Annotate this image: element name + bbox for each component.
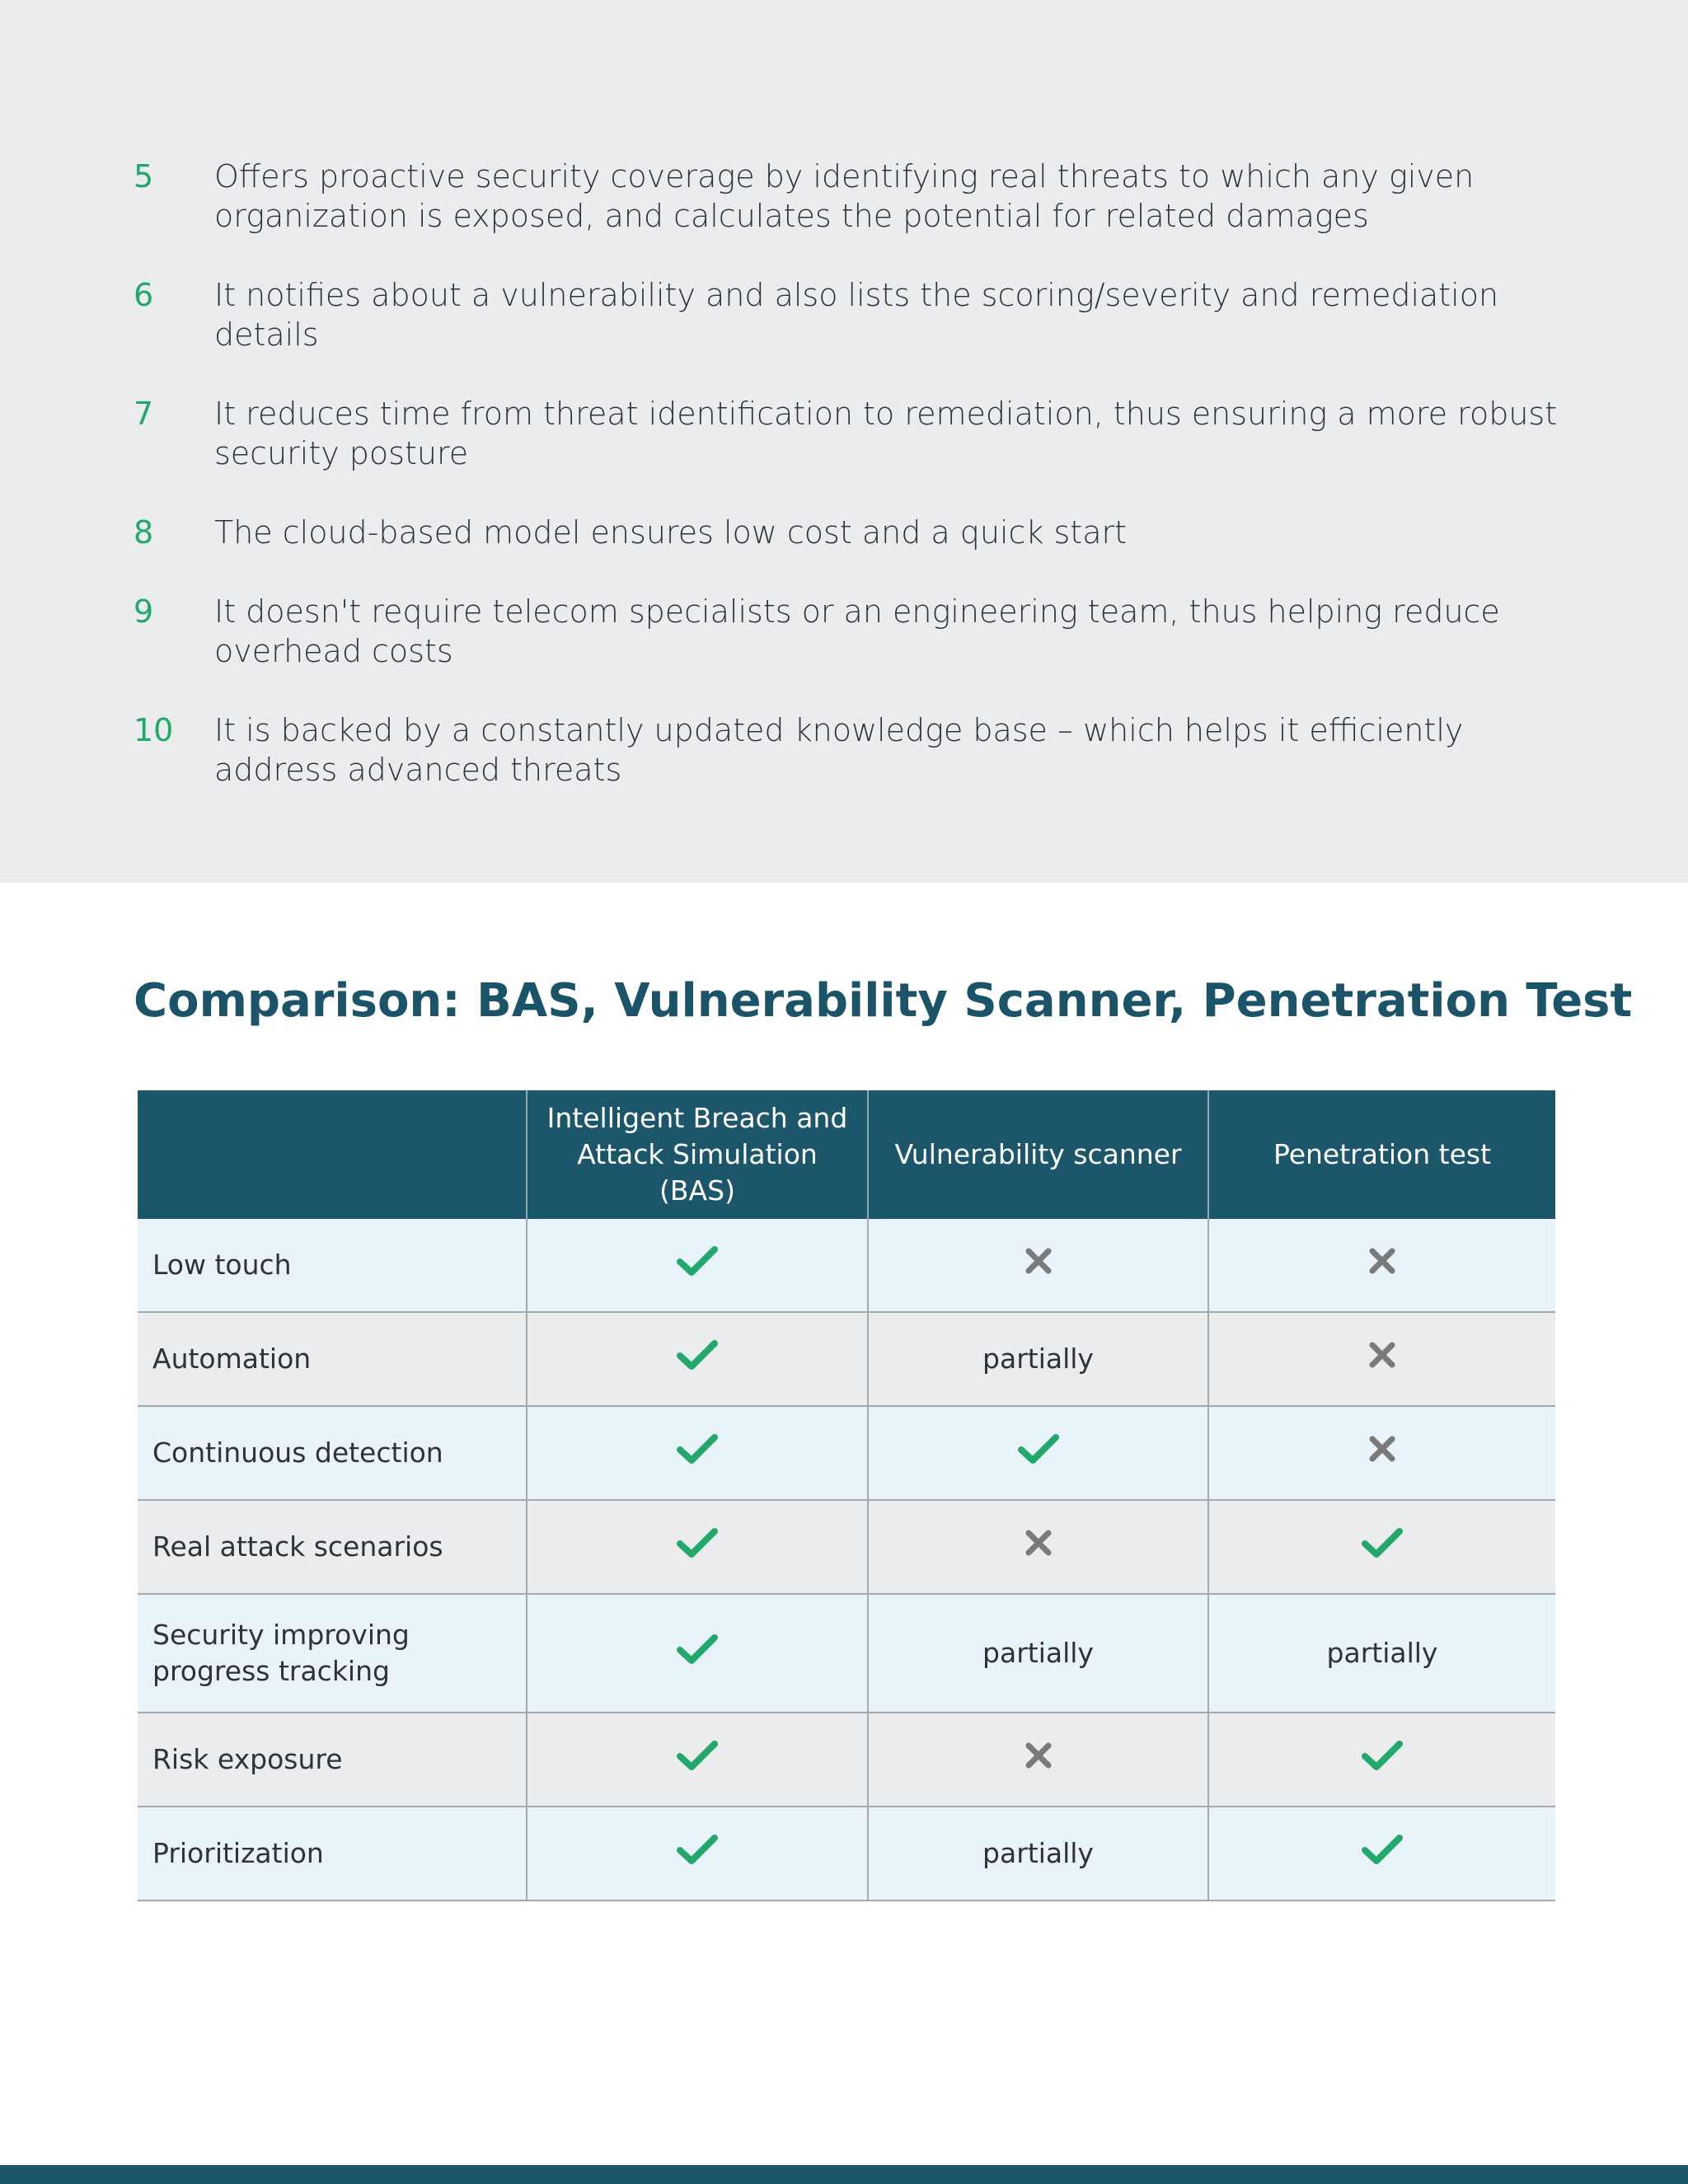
check-icon [675, 1739, 720, 1781]
list-number: 6 [134, 277, 154, 313]
pentest-cell [1208, 1500, 1555, 1594]
cross-icon [1360, 1244, 1404, 1286]
table-row [138, 1807, 1555, 1900]
row-label: Prioritization [138, 1807, 527, 1900]
row-label: Risk exposure [138, 1713, 527, 1807]
bas-cell [527, 1500, 868, 1594]
row-label: Real attack scenarios [138, 1500, 527, 1594]
table-header-row [138, 1090, 1555, 1219]
pentest-cell [1208, 1219, 1555, 1312]
footer-bar [0, 2165, 1688, 2184]
scanner-cell [868, 1713, 1208, 1807]
check-icon [675, 1526, 720, 1568]
pentest-cell [1208, 1312, 1555, 1406]
list-number: 10 [134, 712, 174, 748]
pentest-cell [1208, 1713, 1555, 1807]
row-label: Continuous detection [138, 1406, 527, 1500]
comparison-title: Comparison: BAS, Vulnerability Scanner, Penetration Test [134, 974, 1633, 1028]
list-text: The cloud-based model ensures low cost and a quick start [214, 514, 1128, 551]
cross-icon [1016, 1526, 1061, 1568]
table-row [138, 1219, 1555, 1312]
cross-icon [1360, 1432, 1404, 1474]
list-number: 7 [134, 396, 154, 432]
scanner-cell [868, 1312, 1208, 1406]
partial-text: partially [1326, 1637, 1438, 1669]
check-icon [1360, 1833, 1404, 1875]
list-item [0, 394, 1688, 473]
row-label: Automation [138, 1312, 527, 1406]
table-row [138, 1312, 1555, 1406]
check-icon [675, 1833, 720, 1875]
list-item [0, 513, 1688, 552]
scanner-cell [868, 1406, 1208, 1500]
pentest-cell [1208, 1807, 1555, 1900]
check-icon [675, 1338, 720, 1380]
list-number: 5 [134, 158, 154, 194]
list-text: Offers proactive security coverage by identifying real threats to which any given organization is exposed, and calculates the potential for related damages [214, 158, 1475, 234]
list-text: It doesn't require telecom specialists or an engineering team, thus helping reduce overhead costs [214, 593, 1500, 669]
header-cell-bas: Intelligent Breach and Attack Simulation (BAS) [527, 1090, 868, 1219]
list-text: It is backed by a constantly updated knowledge base – which helps it efficiently address advanced threats [214, 712, 1464, 788]
cross-icon [1016, 1739, 1061, 1781]
list-item [0, 710, 1688, 790]
pentest-cell [1208, 1406, 1555, 1500]
bas-cell [527, 1219, 868, 1312]
check-icon [1016, 1432, 1061, 1474]
row-label: Low touch [138, 1219, 527, 1312]
cross-icon [1016, 1244, 1061, 1286]
list-number: 9 [134, 593, 154, 630]
list-text: It reduces time from threat identification to remediation, thus ensuring a more robust security posture [214, 396, 1558, 471]
check-icon [675, 1244, 720, 1286]
partial-text: partially [982, 1343, 1094, 1375]
scanner-cell [868, 1219, 1208, 1312]
pentest-cell [1208, 1594, 1555, 1713]
bas-cell [527, 1312, 868, 1406]
list-item [0, 592, 1688, 671]
cross-icon [1360, 1338, 1404, 1380]
partial-text: partially [982, 1637, 1094, 1669]
comparison-table [138, 1090, 1555, 1901]
scanner-cell [868, 1594, 1208, 1713]
list-item [0, 275, 1688, 354]
list-item [0, 157, 1688, 236]
list-text: It notifies about a vulnerability and also lists the scoring/severity and remediation details [214, 277, 1499, 353]
bas-cell [527, 1406, 868, 1500]
check-icon [675, 1633, 720, 1675]
check-icon [1360, 1526, 1404, 1568]
benefits-list [0, 157, 1688, 829]
bas-cell [527, 1594, 868, 1713]
scanner-cell [868, 1500, 1208, 1594]
row-label: Security improving progress tracking [138, 1594, 527, 1713]
header-cell-empty [138, 1090, 527, 1219]
partial-text: partially [982, 1837, 1094, 1869]
bas-cell [527, 1807, 868, 1900]
scanner-cell [868, 1807, 1208, 1900]
check-icon [1360, 1739, 1404, 1781]
bas-cell [527, 1713, 868, 1807]
table-row [138, 1594, 1555, 1713]
check-icon [675, 1432, 720, 1474]
table-row [138, 1406, 1555, 1500]
header-cell-scanner: Vulnerability scanner [868, 1090, 1208, 1219]
list-number: 8 [134, 514, 154, 551]
table-row [138, 1713, 1555, 1807]
table-row [138, 1500, 1555, 1594]
header-cell-pentest: Penetration test [1208, 1090, 1555, 1219]
